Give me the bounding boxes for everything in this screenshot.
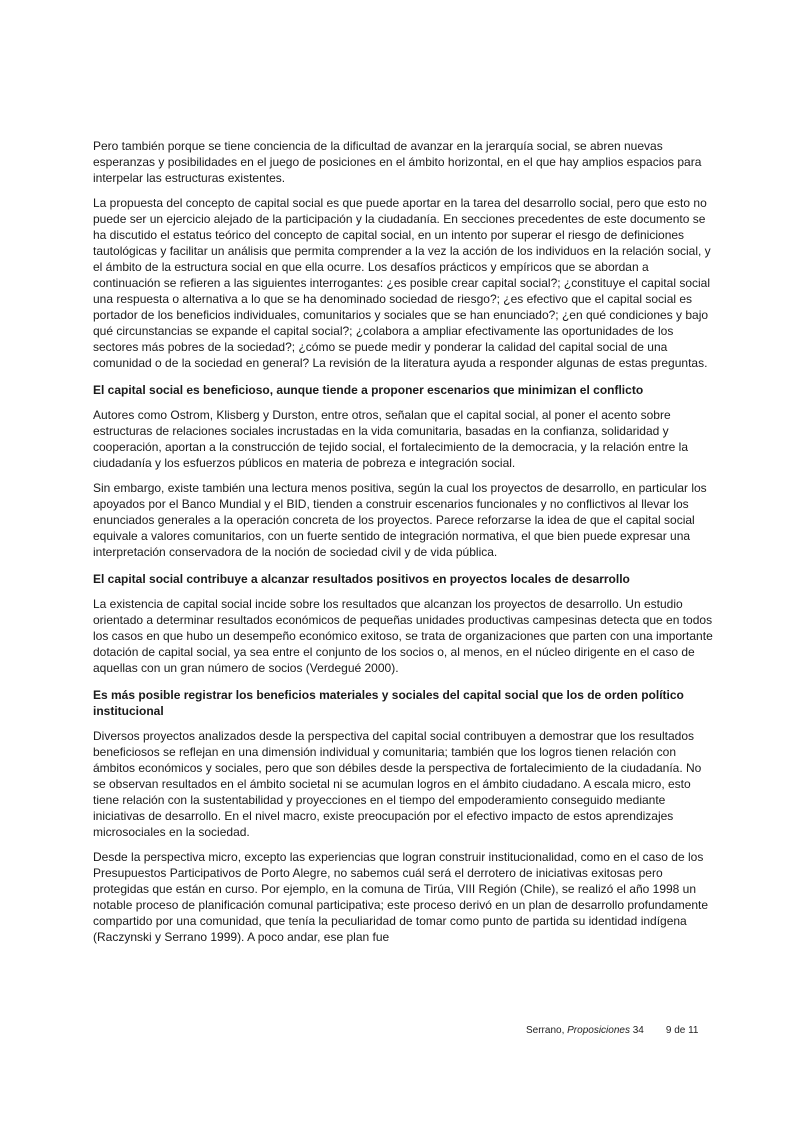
footer-author: Serrano, (526, 1025, 568, 1036)
paragraph-2: La propuesta del concepto de capital social es que puede aportar en la tarea del desarrollo social, pero que esto no puede ser un ejercicio alejado de la participación y la ciudadanía. En secciones precedentes de este documento se ha discutido el estatus teórico del concepto de capital social, en un intento por superar el riesgo de definiciones tautológicas y facilitar un análisis que permita comprender a la vez la acción de los individuos en la relación social, y el ámbito de la estructura social en que ella ocurre. Los desafíos prácticos y empíricos que se abordan a continuación se refieren a las siguientes interrogantes: ¿es posible crear capital social?; ¿constituye el capital social una respuesta o alternativa a lo que se ha denominado sociedad de riesgo?; ¿es efectivo que el capital social es portador de los beneficios individuales, comunitarios y sociales que se han enunciado?; ¿en qué condiciones y bajo qué circunstancias se expande el capital social?; ¿colabora a ampliar efectivamente las oportunidades de los sectores más pobres de la sociedad?; ¿cómo se puede medir y ponderar la calidad del capital social de una comunidad o de la sociedad en general? La revisión de la literatura ayuda a responder algunas de estas preguntas. (93, 196, 711, 370)
paragraph-4: Sin embargo, existe también una lectura menos positiva, según la cual los proyectos de desarrollo, en particular los apoyados por el Banco Mundial y el BID, tienden a construir escenarios funcionales y no conflictivos al llevar los enunciados generales a la operación concreta de los proyectos. Parece reforzarse la idea de que el capital social equivale a valores comunitarios, con un fuerte sentido de integración normativa, el que bien puede expresar una interpretación conservadora de la noción de sociedad civil y de vida pública. (93, 481, 707, 559)
paragraph-7: Desde la perspectiva micro, excepto las experiencias que logran construir institucionalidad, como en el caso de los Presupuestos Participativos de Porto Alegre, no sabemos cuál será el derrotero de iniciativas exitosas pero protegidas que están en curso. Por ejemplo, en la comuna de Tirúa, VIII Región (Chile), se realizó el año 1998 un notable proceso de planificación comunal participativa; este proceso derivó en un plan de desarrollo profundamente compartido por una comunidad, que tenía la peculiaridad de tomar como punto de partida su identidad indígena (Raczynski y Serrano 1999). A poco andar, ese plan fue (93, 850, 709, 944)
paragraph-5: La existencia de capital social incide sobre los resultados que alcanzan los proyectos de desarrollo. Un estudio orientado a determinar resultados económicos de pequeñas unidades productivas campesinas detecta que en todos los casos en que hubo un desempeño económico exitoso, se trata de organizaciones que parten con una importante dotación de capital social, ya sea entre el conjunto de los socios o, al menos, en el núcleo dirigente en el caso de aquellas con un gran número de socios (Verdegué 2000). (93, 597, 713, 675)
section-heading-2: El capital social contribuye a alcanzar resultados positivos en proyectos locales de desarrollo (93, 572, 630, 586)
section-heading-1: El capital social es beneficioso, aunque tiende a proponer escenarios que minimizan el conflicto (93, 383, 644, 397)
paragraph-6: Diversos proyectos analizados desde la perspectiva del capital social contribuyen a demostrar que los resultados beneficiosos se reflejan en una dimensión individual y comunitaria; también que los logros tienen relación con ámbitos económicos y sociales, pero que son débiles desde la perspectiva de fortalecimiento de la ciudadanía. No se observan resultados en el ámbito societal ni se acumulan logros en el ámbito ciudadano. A escala micro, esto tiene relación con la sustentabilidad y proyecciones en el tiempo del empoderamiento conseguido mediante iniciativas de desarrollo. En el nivel macro, existe preocupación por el efectivo impacto de estos aprendizajes microsociales en la sociedad. (93, 729, 702, 839)
footer-publication: Proposiciones (567, 1025, 630, 1036)
paragraph-1: Pero también porque se tiene conciencia de la dificultad de avanzar en la jerarquía social, se abren nuevas esperanzas y posibilidades en el juego de posiciones en el ámbito horizontal, en el que hay amplios espacios para interpelar las estructuras existentes. (93, 139, 702, 185)
page-number: 9 de 11 (665, 1025, 699, 1036)
document-body (93, 138, 713, 954)
footer-issue: 34 (629, 1025, 644, 1036)
paragraph-3: Autores como Ostrom, Klisberg y Durston, entre otros, señalan que el capital social, al poner el acento sobre estructuras de relaciones sociales incrustadas en la vida comunitaria, basadas en la confianza, solidaridad y cooperación, aportan a la construcción de tejido social, el fortalecimiento de la democracia, y la relación entre la ciudadanía y los esfuerzos públicos en materia de pobreza e integración social. (93, 408, 688, 470)
section-heading-3: Es más posible registrar los beneficios materiales y sociales del capital social que los de orden político institucional (93, 688, 684, 718)
page-footer (526, 1025, 698, 1036)
